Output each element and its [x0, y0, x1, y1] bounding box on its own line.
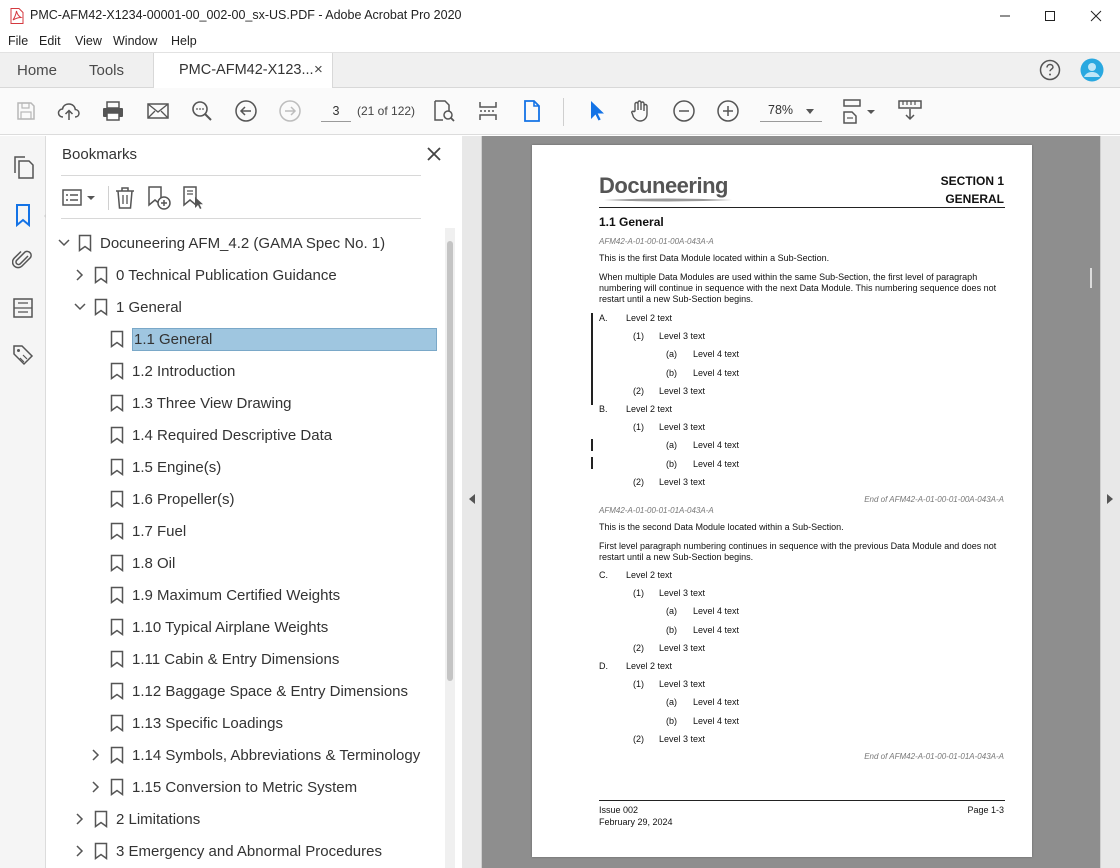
- outline-number: (b): [666, 715, 677, 726]
- bookmark-item[interactable]: [110, 388, 292, 418]
- bookmark-icon: [14, 203, 32, 227]
- bookmark-label: 1.11 Cabin & Entry Dimensions: [132, 650, 340, 668]
- tab-document[interactable]: [153, 53, 333, 89]
- bookmark-label: 1.15 Conversion to Metric System: [132, 778, 358, 796]
- bookmark-item[interactable]: [72, 260, 337, 290]
- menu-edit[interactable]: Edit: [39, 34, 61, 48]
- close-panel-icon[interactable]: [426, 146, 442, 162]
- window-title: PMC-AFM42-X1234-00001-00_002-00_sx-US.PDF - Adobe Acrobat Pro 2020: [30, 8, 462, 22]
- bookmark-label: 1.12 Baggage Space & Entry Dimensions: [132, 682, 408, 700]
- bookmark-icon: [110, 682, 124, 700]
- dmc-code: AFM42-A-01-00-01-00A-043A-A: [599, 237, 714, 246]
- bookmark-icon: [110, 330, 124, 348]
- list-options-icon: [62, 187, 98, 209]
- bookmark-item[interactable]: [110, 644, 339, 674]
- outline-text: Level 3 text: [659, 642, 706, 653]
- bookmark-add-icon: [146, 185, 172, 211]
- menu-view[interactable]: View: [75, 34, 102, 48]
- fit-width-icon: [476, 99, 500, 123]
- bookmark-label: 1.14 Symbols, Abbreviations & Terminology: [132, 746, 421, 764]
- email-button[interactable]: [145, 98, 171, 124]
- bookmark-icon: [110, 746, 124, 764]
- bookmark-item[interactable]: [110, 516, 186, 546]
- section-header: [941, 172, 1004, 208]
- toolbar-divider: [108, 186, 109, 210]
- change-bar: [591, 313, 593, 405]
- close-icon: [1090, 10, 1102, 22]
- delete-bookmark-button[interactable]: [114, 186, 136, 210]
- bookmark-icon: [110, 778, 124, 796]
- outline-text: Level 4 text: [693, 440, 740, 451]
- find-bookmark-button[interactable]: [181, 186, 207, 210]
- help-icon[interactable]: [1039, 59, 1061, 81]
- fit-page-button[interactable]: [475, 98, 501, 124]
- chevron-right-icon[interactable]: [72, 843, 88, 859]
- bookmark-label: 0 Technical Publication Guidance: [116, 266, 337, 284]
- bookmark-icon: [94, 266, 108, 284]
- bookmark-icon: [110, 490, 124, 508]
- page-display-icon: [842, 98, 878, 124]
- issue-number: Issue 002: [599, 805, 639, 815]
- minimize-icon: [999, 10, 1011, 22]
- title-bar: [0, 0, 1120, 31]
- panel-divider: [61, 175, 421, 176]
- toolbar-divider: [563, 98, 564, 126]
- bookmark-item-selected[interactable]: [110, 324, 437, 354]
- navigation-rail: [0, 136, 46, 868]
- bookmark-label: 3 Emergency and Abnormal Procedures: [116, 842, 382, 860]
- zoom-level-select[interactable]: [760, 100, 822, 122]
- bookmark-icon: [110, 394, 124, 412]
- outline-number: D.: [599, 661, 608, 671]
- bookmarks-scrollbar-thumb[interactable]: [447, 241, 453, 681]
- outline-number: (a): [666, 697, 677, 708]
- bookmark-icon: [110, 362, 124, 380]
- save-icon: [15, 100, 37, 122]
- bookmark-icon: [110, 426, 124, 444]
- hand-icon: [628, 99, 652, 123]
- bookmark-item[interactable]: [110, 676, 408, 706]
- chevron-down-icon[interactable]: [72, 299, 88, 315]
- outline-text: Level 3 text: [659, 331, 706, 342]
- outline-number: (b): [666, 458, 677, 469]
- paragraph: When multiple Data Modules are used within the same Sub-Section, the first level of paragraph numbering will continue in sequence with the next Data Module. This numbering sequence does not restart until a new Sub-Section begins.: [599, 272, 997, 304]
- outline-text: Level 2 text: [626, 404, 673, 414]
- bookmark-label: 1.13 Specific Loadings: [132, 714, 283, 732]
- bookmark-icon: [110, 714, 124, 732]
- envelope-icon: [146, 101, 170, 121]
- outline-text: Level 4 text: [693, 606, 740, 617]
- bookmark-icon: [110, 458, 124, 476]
- outline-number: A.: [599, 313, 608, 323]
- new-bookmark-button[interactable]: [146, 186, 172, 210]
- pdf-page: [532, 145, 1032, 857]
- tab-tools[interactable]: Tools: [89, 62, 125, 79]
- bookmark-icon: [94, 298, 108, 316]
- page-number-input[interactable]: 3: [321, 100, 351, 122]
- outline-text: Level 4 text: [693, 458, 740, 469]
- dmc-end: End of AFM42-A-01-00-01-00A-043A-A: [864, 495, 1004, 504]
- menu-bar: [0, 31, 1120, 52]
- maximize-icon: [1044, 10, 1056, 22]
- outline-text: Level 3 text: [659, 422, 706, 433]
- bookmark-item-root[interactable]: [56, 228, 385, 258]
- document-search-icon: [432, 99, 456, 123]
- attachments-button[interactable]: [11, 248, 35, 272]
- page-thumbnails-button[interactable]: [11, 156, 35, 180]
- bookmark-item[interactable]: [110, 548, 175, 578]
- bookmark-label: 1.4 Required Descriptive Data: [132, 426, 333, 444]
- bookmark-label: 1 General: [116, 298, 182, 316]
- bookmark-label: 2 Limitations: [116, 810, 201, 828]
- outline-text: Level 3 text: [659, 476, 706, 487]
- docuneering-logo: [599, 173, 728, 199]
- bookmark-icon: [110, 650, 124, 668]
- minus-circle-icon: [672, 99, 696, 123]
- bookmark-item[interactable]: [110, 356, 235, 386]
- outline-text: Level 2 text: [626, 570, 673, 580]
- tab-home[interactable]: Home: [17, 62, 58, 79]
- document-scrollbar-thumb[interactable]: [1090, 268, 1092, 288]
- outline-text: Level 4 text: [693, 624, 740, 635]
- bookmark-label: 1.9 Maximum Certified Weights: [132, 586, 341, 604]
- next-page-button[interactable]: [277, 98, 303, 124]
- chevron-right-icon[interactable]: [88, 779, 104, 795]
- zoom-level-value: 78%: [768, 103, 794, 117]
- bookmark-item[interactable]: [72, 804, 200, 834]
- minimize-button[interactable]: [982, 0, 1028, 31]
- bookmark-item[interactable]: [110, 452, 221, 482]
- outline-text: Level 4 text: [693, 349, 740, 360]
- bookmarks-panel-title: Bookmarks: [62, 146, 138, 163]
- outline-number: (a): [666, 606, 677, 617]
- panel-divider: [61, 218, 421, 219]
- logo-swoosh: [604, 197, 732, 203]
- chevron-right-icon[interactable]: [72, 811, 88, 827]
- section-name: GENERAL: [945, 192, 1004, 206]
- bookmark-item[interactable]: [110, 708, 283, 738]
- bookmark-item[interactable]: [72, 292, 182, 322]
- acrobat-pdf-icon: [10, 8, 24, 24]
- bookmark-item[interactable]: [110, 484, 235, 514]
- outline-text: Level 4 text: [693, 697, 740, 708]
- paragraph: This is the first Data Module located within a Sub-Section.: [599, 253, 830, 263]
- bookmark-label: Docuneering AFM_4.2 (GAMA Spec No. 1): [100, 234, 386, 252]
- section-number: SECTION 1: [940, 174, 1004, 188]
- footer-page-number: Page 1-3: [967, 805, 1004, 815]
- bookmark-icon: [110, 586, 124, 604]
- expand-right-icon[interactable]: [1107, 494, 1113, 504]
- chevron-right-icon[interactable]: [72, 267, 88, 283]
- outline-number: (2): [633, 733, 644, 744]
- hand-tool-button[interactable]: [627, 98, 653, 124]
- toolbar: [0, 88, 1120, 135]
- printer-icon: [101, 100, 125, 122]
- bookmark-cursor-icon: [181, 185, 207, 211]
- outline-number: (2): [633, 385, 644, 396]
- document-viewer[interactable]: [462, 136, 1120, 868]
- outline-number: (a): [666, 440, 677, 451]
- paragraph: First level paragraph numbering continues in sequence with the previous Data Module and does not restart until a new Sub-Section begins.: [599, 541, 997, 562]
- page-display-button[interactable]: [842, 98, 878, 124]
- find-button[interactable]: [189, 98, 215, 124]
- options-menu-button[interactable]: [62, 186, 98, 210]
- outline-text: Level 3 text: [659, 385, 706, 396]
- select-tool-button[interactable]: [583, 98, 609, 124]
- arrow-left-circle-icon: [234, 99, 258, 123]
- outline-number: B.: [599, 404, 608, 414]
- tags-button[interactable]: [11, 343, 35, 367]
- dmc-code: AFM42-A-01-00-01-01A-043A-A: [599, 506, 714, 515]
- outline-number: (1): [633, 588, 644, 599]
- menu-window[interactable]: Window: [113, 34, 158, 48]
- bookmarks-panel: [46, 136, 461, 868]
- tag-icon: [12, 344, 34, 366]
- menu-file[interactable]: File: [8, 34, 29, 48]
- bookmark-item[interactable]: [88, 772, 357, 802]
- issue-date: February 29, 2024: [599, 817, 673, 827]
- outline-number: (b): [666, 624, 677, 635]
- zoom-in-button[interactable]: [715, 98, 741, 124]
- chevron-right-icon[interactable]: [88, 747, 104, 763]
- pages-icon: [12, 156, 34, 180]
- bookmark-icon: [94, 842, 108, 860]
- page-heading: 1.1 General: [599, 215, 664, 229]
- bookmark-item[interactable]: [72, 836, 382, 866]
- upload-cloud-button[interactable]: [56, 98, 82, 124]
- bookmark-label: 1.5 Engine(s): [132, 458, 222, 476]
- outline-text: Level 2 text: [626, 313, 673, 323]
- outline-number: (a): [666, 349, 677, 360]
- page-icon: [521, 99, 543, 123]
- scroll-download-icon: [897, 99, 923, 123]
- cloud-upload-icon: [57, 100, 81, 122]
- single-page-button[interactable]: [519, 98, 545, 124]
- previous-page-button[interactable]: [233, 98, 259, 124]
- chevron-down-icon[interactable]: [56, 235, 72, 251]
- layers-compare-icon: [12, 297, 34, 319]
- header-rule: [599, 207, 1005, 208]
- outline-text: Level 4 text: [693, 367, 740, 378]
- bookmarks-button[interactable]: [11, 203, 35, 227]
- outline-text: Level 4 text: [693, 715, 740, 726]
- outline-text: Level 3 text: [659, 588, 706, 599]
- dmc-end: End of AFM42-A-01-00-01-01A-043A-A: [864, 752, 1004, 761]
- footer-issue: [599, 804, 673, 828]
- page-thumbnail-search-button[interactable]: [431, 98, 457, 124]
- chevron-down-icon: [806, 109, 814, 114]
- paragraph: This is the second Data Module located within a Sub-Section.: [599, 522, 844, 532]
- bookmark-item[interactable]: [110, 420, 332, 450]
- layers-button[interactable]: [11, 296, 35, 320]
- collapse-left-icon[interactable]: [469, 494, 475, 504]
- outline-number: (1): [633, 331, 644, 342]
- trash-icon: [114, 186, 136, 210]
- bookmark-item[interactable]: [88, 740, 420, 770]
- cursor-arrow-icon: [586, 99, 606, 123]
- bookmark-label: 1.10 Typical Airplane Weights: [132, 618, 329, 636]
- search-icon: [190, 99, 214, 123]
- zoom-out-button[interactable]: [671, 98, 697, 124]
- change-bar: [591, 439, 593, 451]
- maximize-button[interactable]: [1027, 0, 1073, 31]
- close-window-button[interactable]: [1073, 0, 1119, 31]
- bookmark-label: 1.2 Introduction: [132, 362, 236, 380]
- bookmark-icon: [94, 810, 108, 828]
- bookmark-icon: [110, 618, 124, 636]
- document-scrollbar[interactable]: [1084, 136, 1098, 868]
- bookmark-label: 1.7 Fuel: [132, 522, 187, 540]
- page-count: (21 of 122): [357, 104, 416, 118]
- bookmark-item[interactable]: [110, 612, 328, 642]
- scroll-mode-button[interactable]: [897, 98, 923, 124]
- outline-text: Level 2 text: [626, 661, 673, 671]
- outline-text: Level 3 text: [659, 679, 706, 690]
- bookmark-label: 1.8 Oil: [132, 554, 176, 572]
- document-tab-label: PMC-AFM42-X123...: [179, 62, 314, 78]
- footer-rule: [599, 800, 1005, 801]
- close-tab-button[interactable]: ×: [314, 61, 323, 78]
- plus-circle-icon: [716, 99, 740, 123]
- outline-number: (b): [666, 367, 677, 378]
- outline-number: (1): [633, 422, 644, 433]
- outline-number: C.: [599, 570, 608, 580]
- bookmark-label: 1.6 Propeller(s): [132, 490, 235, 508]
- menu-help[interactable]: Help: [171, 34, 197, 48]
- bookmark-label: 1.3 Three View Drawing: [132, 394, 292, 412]
- bookmark-label: 1.1 General: [132, 328, 437, 351]
- bookmark-item[interactable]: [110, 580, 340, 610]
- outline-number: (1): [633, 679, 644, 690]
- outline-number: (2): [633, 642, 644, 653]
- outline-text: Level 3 text: [659, 733, 706, 744]
- tabs-bar: [0, 52, 1120, 88]
- arrow-right-circle-icon: [278, 99, 302, 123]
- bookmark-icon: [110, 522, 124, 540]
- bookmark-icon: [78, 234, 92, 252]
- outline-number: (2): [633, 476, 644, 487]
- paperclip-icon: [12, 248, 34, 272]
- bookmark-icon: [110, 554, 124, 572]
- logo-text: Docuneering: [599, 173, 728, 198]
- avatar[interactable]: [1080, 58, 1104, 82]
- change-bar: [591, 457, 593, 469]
- save-button[interactable]: [13, 98, 39, 124]
- print-button[interactable]: [100, 98, 126, 124]
